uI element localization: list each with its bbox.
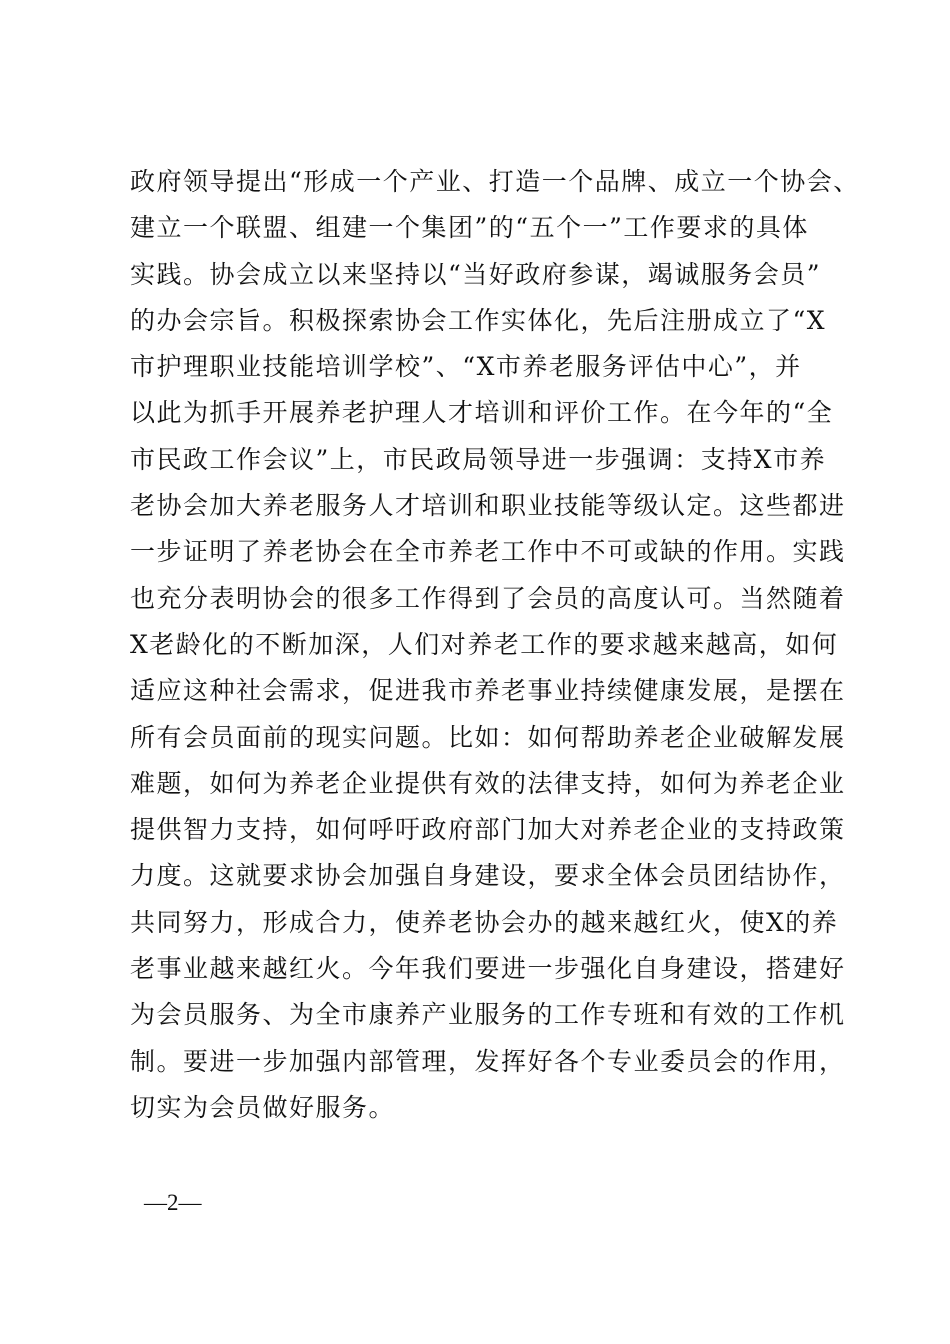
text-line: 政府领导提出“形成一个产业、打造一个品牌、成立一个协会、	[130, 167, 860, 196]
text-line: 实践。协会成立以来坚持以“当好政府参谋，竭诚服务会员”	[130, 259, 822, 289]
text-line: 以此为抓手开展养老护理人才培训和评价工作。在今年的“全	[130, 398, 834, 428]
text-line: 共同努力，形成合力，使养老协会办的越来越红火，使X的养	[130, 907, 839, 937]
body-paragraph	[130, 159, 860, 1131]
text-line: 也充分表明协会的很多工作得到了会员的高度认可。当然随着	[130, 583, 846, 613]
text-line: 所有会员面前的现实问题。比如：如何帮助养老企业破解发展	[130, 722, 846, 752]
text-line: 力度。这就要求协会加强自身建设，要求全体会员团结协作，	[130, 861, 846, 891]
text-line: 老协会加大养老服务人才培训和职业技能等级认定。这些都进	[130, 491, 846, 521]
text-line: 建立一个联盟、组建一个集团”的“五个一”工作要求的具体	[130, 213, 809, 243]
text-line: 难题，如何为养老企业提供有效的法律支持，如何为养老企业	[130, 768, 846, 798]
text-line: 切实为会员做好服务。	[130, 1092, 396, 1122]
text-line: 老事业越来越红火。今年我们要进一步强化自身建设，搭建好	[130, 954, 846, 984]
text-line: 提供智力支持，如何呼吁政府部门加大对养老企业的支持政策	[130, 815, 846, 845]
text-line: X老龄化的不断加深，人们对养老工作的要求越来越高，如何	[130, 629, 839, 659]
page-number: —2—	[144, 1190, 202, 1215]
text-line: 市护理职业技能培训学校”、“X市养老服务评估中心”，并	[130, 352, 802, 382]
text-line: 适应这种社会需求，促进我市养老事业持续健康发展，是摆在	[130, 676, 846, 706]
text-line: 制。要进一步加强内部管理，发挥好各个专业委员会的作用，	[130, 1046, 846, 1076]
text-line: 市民政工作会议”上，市民政局领导进一步强调：支持X市养	[130, 444, 827, 474]
text-line: 为会员服务、为全市康养产业服务的工作专班和有效的工作机	[130, 1000, 846, 1030]
text-line: 的办会宗旨。积极探索协会工作实体化，先后注册成立了“X	[130, 305, 827, 335]
text-line: 一步证明了养老协会在全市养老工作中不可或缺的作用。实践	[130, 537, 846, 567]
